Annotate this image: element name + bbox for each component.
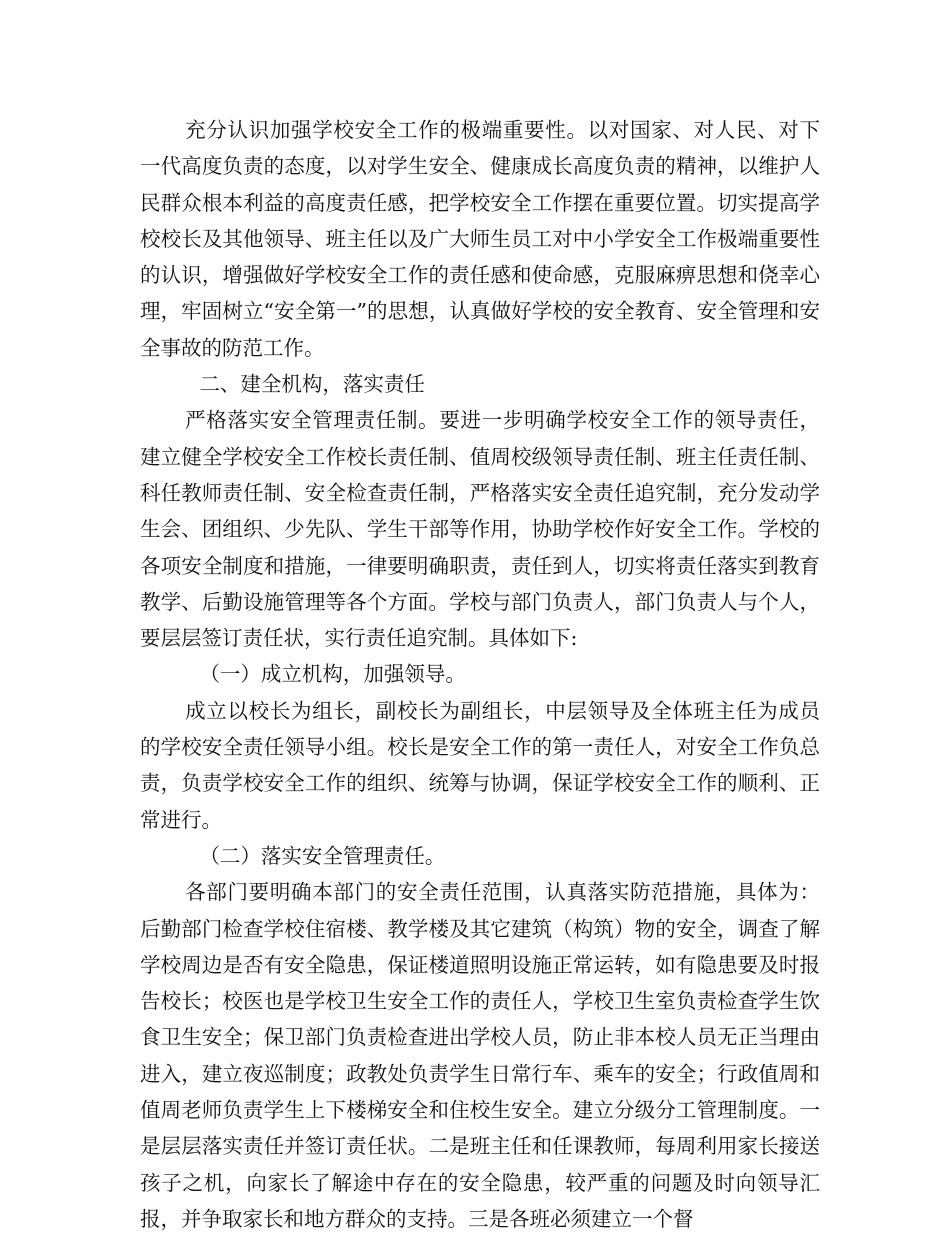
body-paragraph: 严格落实安全管理责任制。要进一步明确学校安全工作的领导责任，建立健全学校安全工作校长责任制、值周校级领导责任制、班主任责任制、科任教师责任制、安全检查责任制，严格落实安全责任追究制，充分发动学生会、团组织、少先队、学生干部等作用，协助学校作好安全工作。学校的各项安全制度和措施，一律要明确职责，责任到人，切实将责任落实到教育教学、后勤设施管理等各个方面。学校与部门负责人，部门负责人与个人，要层层签订责任状，实行责任追究制。具体如下: (140, 408, 820, 651)
body-paragraph: 各部门要明确本部门的安全责任范围，认真落实防范措施，具体为：后勤部门检查学校住宿楼、教学楼及其它建筑（构筑）物的安全，调查了解学校周边是否有安全隐患，保证楼道照明设施正常运转，如有隐患要及时报告校长；校医也是学校卫生安全工作的责任人，学校卫生室负责检查学生饮食卫生安全；保卫部门负责检查进出学校人员，防止非本校人员无正当理由进入，建立夜巡制度；政教处负责学生日常行车、乘车的安全；行政值周和值周老师负责学生上下楼梯安全和住校生安全。建立分级分工管理制度。一是层层落实责任并签订责任状。二是班主任和任课教师，每周利用家长接送孩子之机，向家长了解途中存在的安全隐患，较严重的问题及时向领导汇报，并争取家长和地方群众的支持。三是各班必须建立一个督 (140, 880, 820, 1231)
subsection-heading: （二）落实安全管理责任。 (199, 843, 446, 868)
body-paragraph: 成立以校长为组长，副校长为副组长，中层领导及全体班主任为成员的学校安全责任领导小组。校长是安全工作的第一责任人，对安全工作负总责，负责学校安全工作的组织、统筹与协调，保证学校安全工作的顺利、正常进行。 (140, 698, 820, 832)
section-heading: 二、建全机构，落实责任 (199, 372, 425, 397)
body-paragraph: 充分认识加强学校安全工作的极端重要性。以对国家、对人民、对下一代高度负责的态度，以对学生安全、健康成长高度负责的精神，以维护人民群众根本利益的高度责任感，把学校安全工作摆在重要位置。切实提高学校校长及其他领导、班主任以及广大师生员工对中小学安全工作极端重要性的认识，增强做好学校安全工作的责任感和使命感，克服麻痹思想和侥幸心理，牢固树立“安全第一”的思想，认真做好学校的安全教育、安全管理和安全事故的防范工作。 (140, 118, 820, 360)
document-body (140, 112, 820, 1237)
subsection-heading: （一）成立机构，加强领导。 (199, 662, 466, 687)
